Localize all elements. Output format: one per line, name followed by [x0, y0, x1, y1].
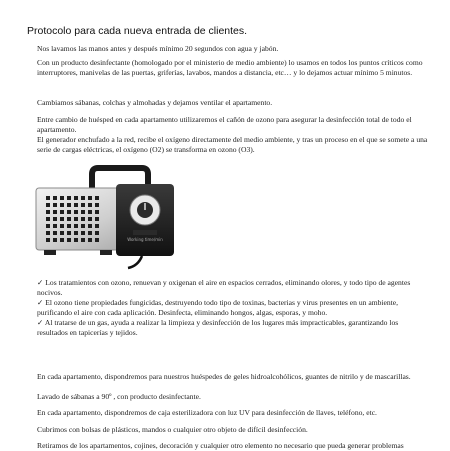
paragraph-benefit-fungicide: ✓ El ozono tiene propiedades fungicidas, destruyendo todo tipo de toxinas, bacterias y virus presentes en un ambiente, purificando el aire con cada aplicación. Desinfecta, eliminando hongos, algas, esporas, y moho.: [37, 298, 399, 317]
paragraph-uv-box: En cada apartamento, dispondremos de caja esterilizadora con luz UV para desinfección de llaves, teléfono, etc.: [37, 408, 377, 417]
paragraph-hand-washing: Nos lavamos las manos antes y después mínimo 20 segundos con agua y jabón.: [37, 44, 279, 53]
paragraph-benefit-gas: ✓ Al tratarse de un gas, ayuda a realizar la limpieza y desinfección de los lugares más impracticables, garantizando los resultados en tapicerías y tejidos.: [37, 318, 399, 337]
paragraph-laundry: Lavado de sábanas a 90º , con producto desinfectante.: [37, 392, 201, 401]
page-title: Protocolo para cada nueva entrada de clientes.: [27, 25, 248, 37]
paragraph-supplies: En cada apartamento, dispondremos para nuestros huéspedes de geles hidroalcohólicos, guantes de nitrilo y de mascarillas.: [37, 372, 411, 381]
paragraph-benefit-air: ✓ Los tratamientos con ozono, renuevan y oxigenan el aire en espacios cerrados, eliminando olores, y todo tipo de agentes nocivos.: [37, 278, 411, 297]
paragraph-plastic-bags: Cubrimos con bolsas de plásticos, mandos o cualquier otro objeto de difícil desinfección.: [37, 425, 308, 434]
ozone-generator-image: [30, 162, 178, 272]
paragraph-generator: El generador enchufado a la red, recibe el oxígeno directamente del medio ambiente, y tras un proceso en el que se somete a una serie de cargas eléctricas, el oxígeno (O2) se transforma en ozono (O3).: [37, 135, 428, 154]
paragraph-disinfectant: Con un producto desinfectante (homologado por el ministerio de medio ambiente) lo usamos en todos los puntos críticos como interruptores, manivelas de las puertas, griferías, lavabos, mandos a distancia, etc… y lo dejamos actuar mínimo 5 minutos.: [37, 58, 423, 77]
knob-label: Working time/min: [127, 237, 163, 242]
paragraph-linens: Cambiamos sábanas, colchas y almohadas y dejamos ventilar el apartamento.: [37, 98, 273, 107]
ozone-generator-icon: [30, 162, 178, 272]
paragraph-remove-items: Retiramos de los apartamentos, cojines, decoración y cualquier otro elemento no necesario que pueda generar problemas: [37, 441, 404, 450]
paragraph-ozone-cannon: Entre cambio de huésped en cada apartamento utilizaremos el cañón de ozono para asegurar la desinfección total de todo el apartamento.: [37, 115, 412, 134]
